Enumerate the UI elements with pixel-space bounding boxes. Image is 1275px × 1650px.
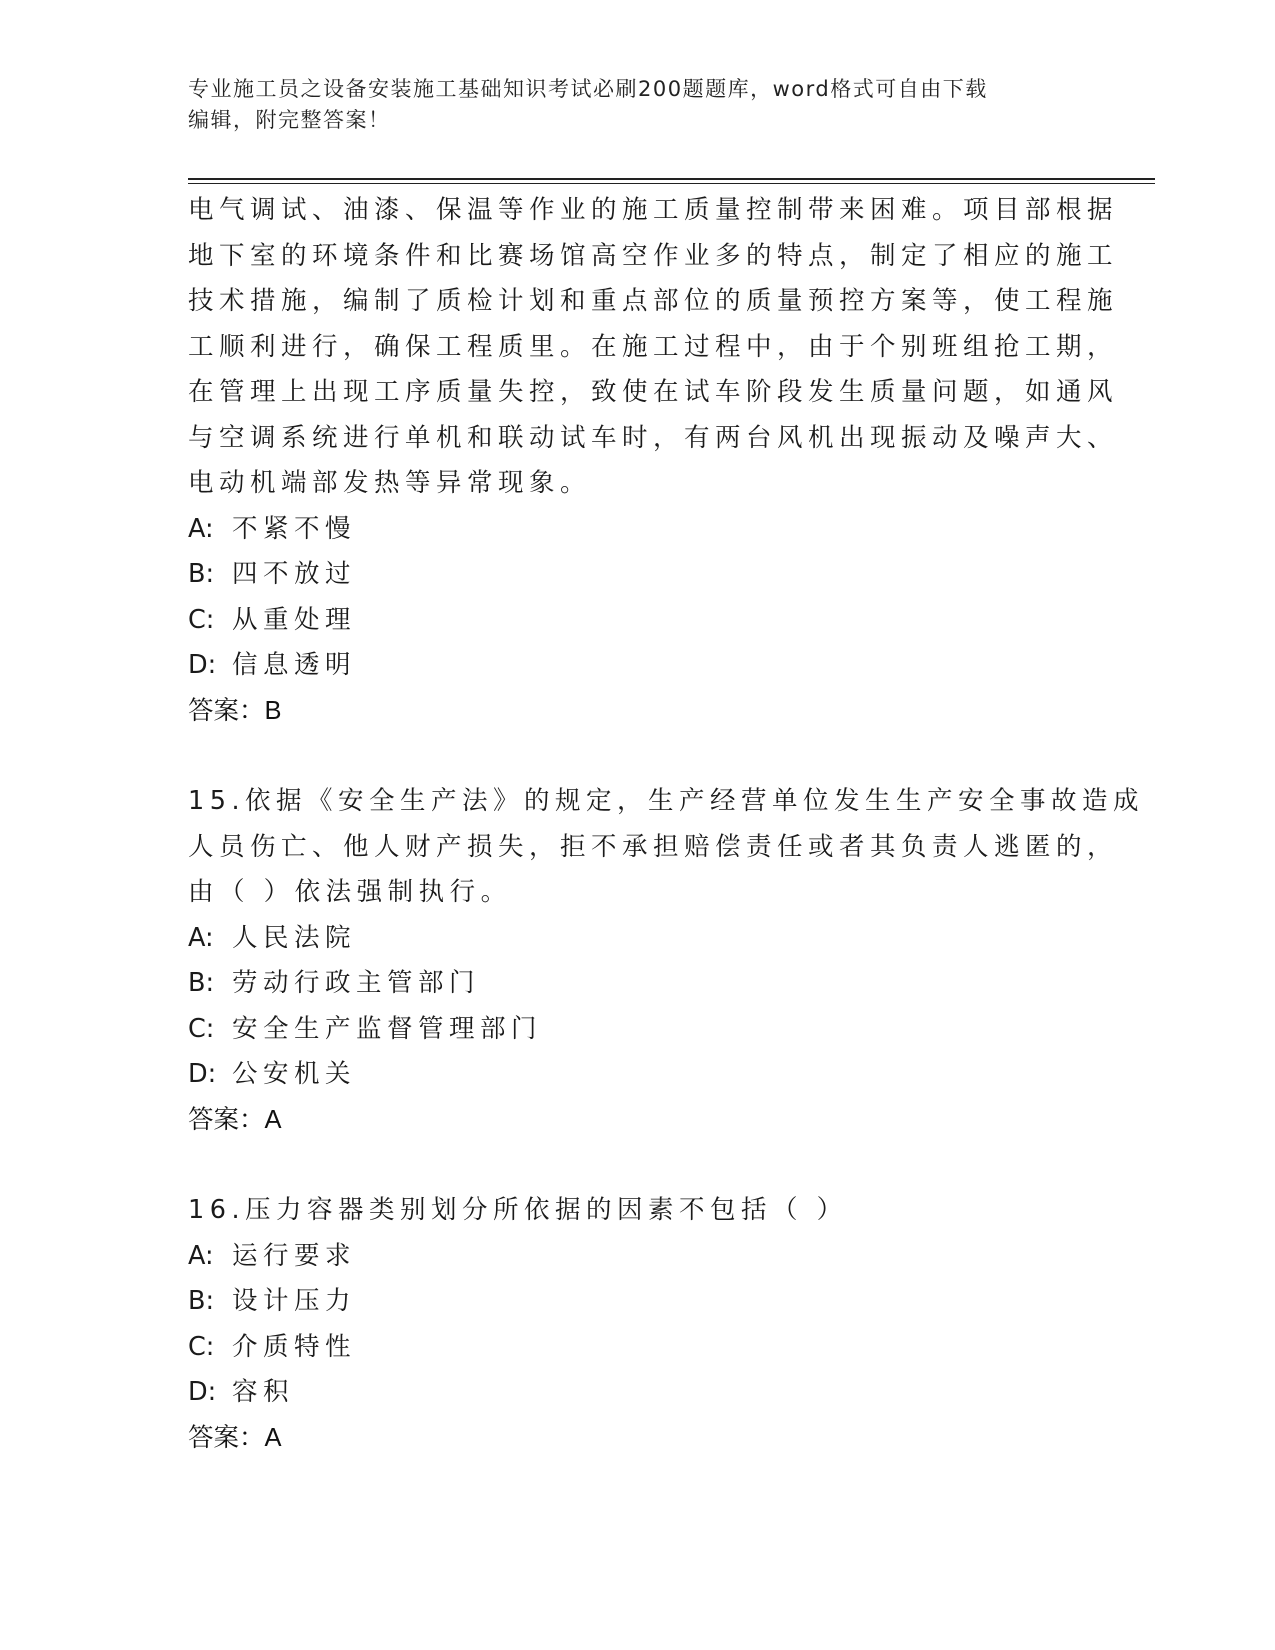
option-d [188, 643, 1088, 689]
option-text: 容积 [232, 1377, 295, 1407]
question-stem-line: 由（ ）依法强制执行。 [188, 877, 512, 907]
option-letter: D: [188, 1377, 217, 1407]
option-letter: C: [188, 1331, 215, 1362]
answer-line: 答案：B [188, 696, 282, 725]
option-a [188, 507, 1088, 553]
option-letter: A: [188, 513, 214, 544]
option-a [188, 1234, 1088, 1280]
option-letter: B: [188, 1286, 215, 1316]
option-c [188, 598, 1088, 644]
passage-line: 电动机端部发热等异常现象。 [188, 468, 592, 498]
option-text: 公安机关 [232, 1059, 357, 1089]
option-text: 不紧不慢 [232, 513, 357, 544]
option-b [188, 552, 1088, 598]
option-letter: A: [188, 922, 214, 953]
option-d [188, 1052, 1088, 1098]
header-divider-thick [188, 178, 1155, 180]
answer-line: 答案：A [188, 1105, 282, 1134]
option-b [188, 1279, 1088, 1325]
option-letter: C: [188, 604, 215, 635]
option-d [188, 1370, 1088, 1416]
option-text: 信息透明 [232, 650, 357, 680]
question-stem-line: 15.依据《安全生产法》的规定，生产经营单位发生生产安全事故造成 [188, 786, 1145, 816]
question-spacer [188, 1143, 1088, 1188]
option-text: 安全生产监督管理部门 [232, 1013, 543, 1044]
question-spacer [188, 734, 1088, 779]
option-letter: A: [188, 1240, 214, 1271]
option-letter: C: [188, 1013, 215, 1044]
document-body [188, 188, 1145, 1461]
question-16 [188, 1188, 1088, 1461]
option-c [188, 1325, 1088, 1371]
passage-line: 工顺利进行，确保工程质里。在施工过程中，由于个别班组抢工期， [188, 331, 1119, 362]
answer-line: 答案：A [188, 1423, 282, 1452]
question-15 [188, 779, 1145, 1143]
option-text: 运行要求 [232, 1240, 357, 1271]
option-text: 四不放过 [232, 559, 357, 589]
option-text: 人民法院 [232, 922, 357, 953]
option-letter: D: [188, 650, 217, 680]
header-title-line1: 专业施工员之设备安装施工基础知识考试必刷200题题库，word格式可自由下载 [188, 77, 988, 101]
passage-line: 电气调试、油漆、保温等作业的施工质量控制带来困难。项目部根据 [188, 195, 1119, 225]
passage-line: 技术措施，编制了质检计划和重点部位的质量预控方案等，使工程施 [188, 286, 1119, 316]
option-letter: D: [188, 1059, 217, 1089]
question-stem-line: 16.压力容器类别划分所依据的因素不包括（ ） [188, 1195, 848, 1225]
option-c [188, 1007, 1088, 1053]
option-letter: B: [188, 559, 215, 589]
passage-line: 与空调系统进行单机和联动试车时，有两台风机出现振动及噪声大、 [188, 422, 1119, 453]
option-a [188, 916, 1088, 962]
option-letter: B: [188, 968, 215, 998]
header-divider-thin [188, 183, 1155, 184]
option-text: 介质特性 [232, 1331, 357, 1362]
question-14-continuation [188, 188, 1119, 734]
option-text: 劳动行政主管部门 [232, 968, 481, 998]
header-title-line2: 编辑，附完整答案！ [188, 108, 391, 132]
option-b [188, 961, 1088, 1007]
question-stem-line: 人员伤亡、他人财产损失，拒不承担赔偿责任或者其负责人逃匿的， [188, 831, 1119, 862]
passage-line: 地下室的环境条件和比赛场馆高空作业多的特点，制定了相应的施工 [188, 240, 1119, 271]
option-text: 设计压力 [232, 1286, 357, 1316]
passage-line: 在管理上出现工序质量失控，致使在试车阶段发生质量问题，如通风 [188, 377, 1119, 407]
option-text: 从重处理 [232, 604, 357, 635]
document-header [188, 74, 1088, 136]
